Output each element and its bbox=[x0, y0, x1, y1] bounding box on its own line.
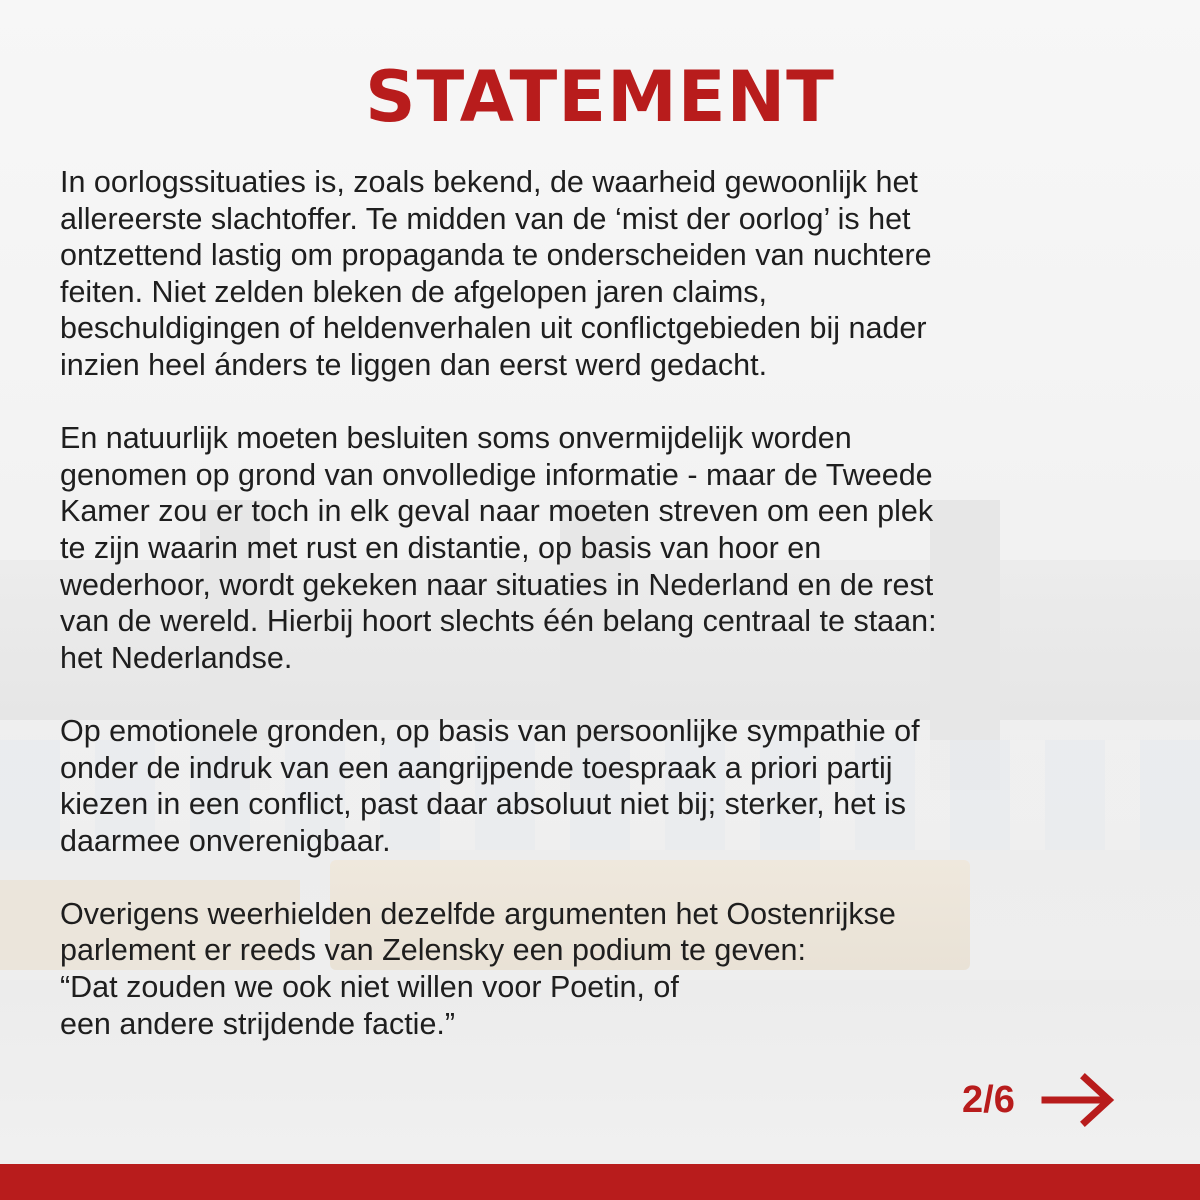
paragraph: Op emotionele gronden, op basis van persoonlijke sympathie of onder de indruk van een aangrijpende toespraak a priori partij kiezen in een conflict, past daar absoluut niet bij; sterker, het is daarmee onverenigbaar. bbox=[60, 713, 920, 858]
page-title: STATEMENT bbox=[365, 56, 835, 138]
bottom-accent-bar bbox=[0, 1164, 1200, 1200]
paragraph: En natuurlijk moeten besluiten soms onvermijdelijk worden genomen op grond van onvolledige informatie - maar de Tweede Kamer zou er toch in elk geval naar moeten streven om een plek te zijn waarin met rust en distantie, op basis van hoor en wederhoor, wordt gekeken naar situaties in Nederland en de rest van de wereld. Hierbij hoort slechts één belang centraal te staan: het Nederlandse. bbox=[60, 421, 937, 675]
statement-body bbox=[60, 164, 1150, 1042]
page-counter: 2/6 bbox=[962, 1079, 1015, 1121]
paragraph: In oorlogssituaties is, zoals bekend, de waarheid gewoonlijk het allereerste slachtoffer. Te midden van de ‘mist der oorlog’ is het ontzettend lastig om propaganda te onderscheiden van nuchtere feiten. Niet zelden bleken de afgelopen jaren claims, beschuldigingen of heldenverhalen uit conflictgebieden bij nader inzien heel ánders te liggen dan eerst werd gedacht. bbox=[60, 165, 932, 382]
arrow-right-icon[interactable] bbox=[1041, 1070, 1117, 1130]
paragraph: Overigens weerhielden dezelfde argumenten het Oostenrijkse parlement er reeds van Zelensky een podium te geven: “Dat zouden we ook niet willen voor Poetin, of een andere strijdende factie.” bbox=[60, 896, 896, 1041]
pager bbox=[962, 1070, 1117, 1130]
